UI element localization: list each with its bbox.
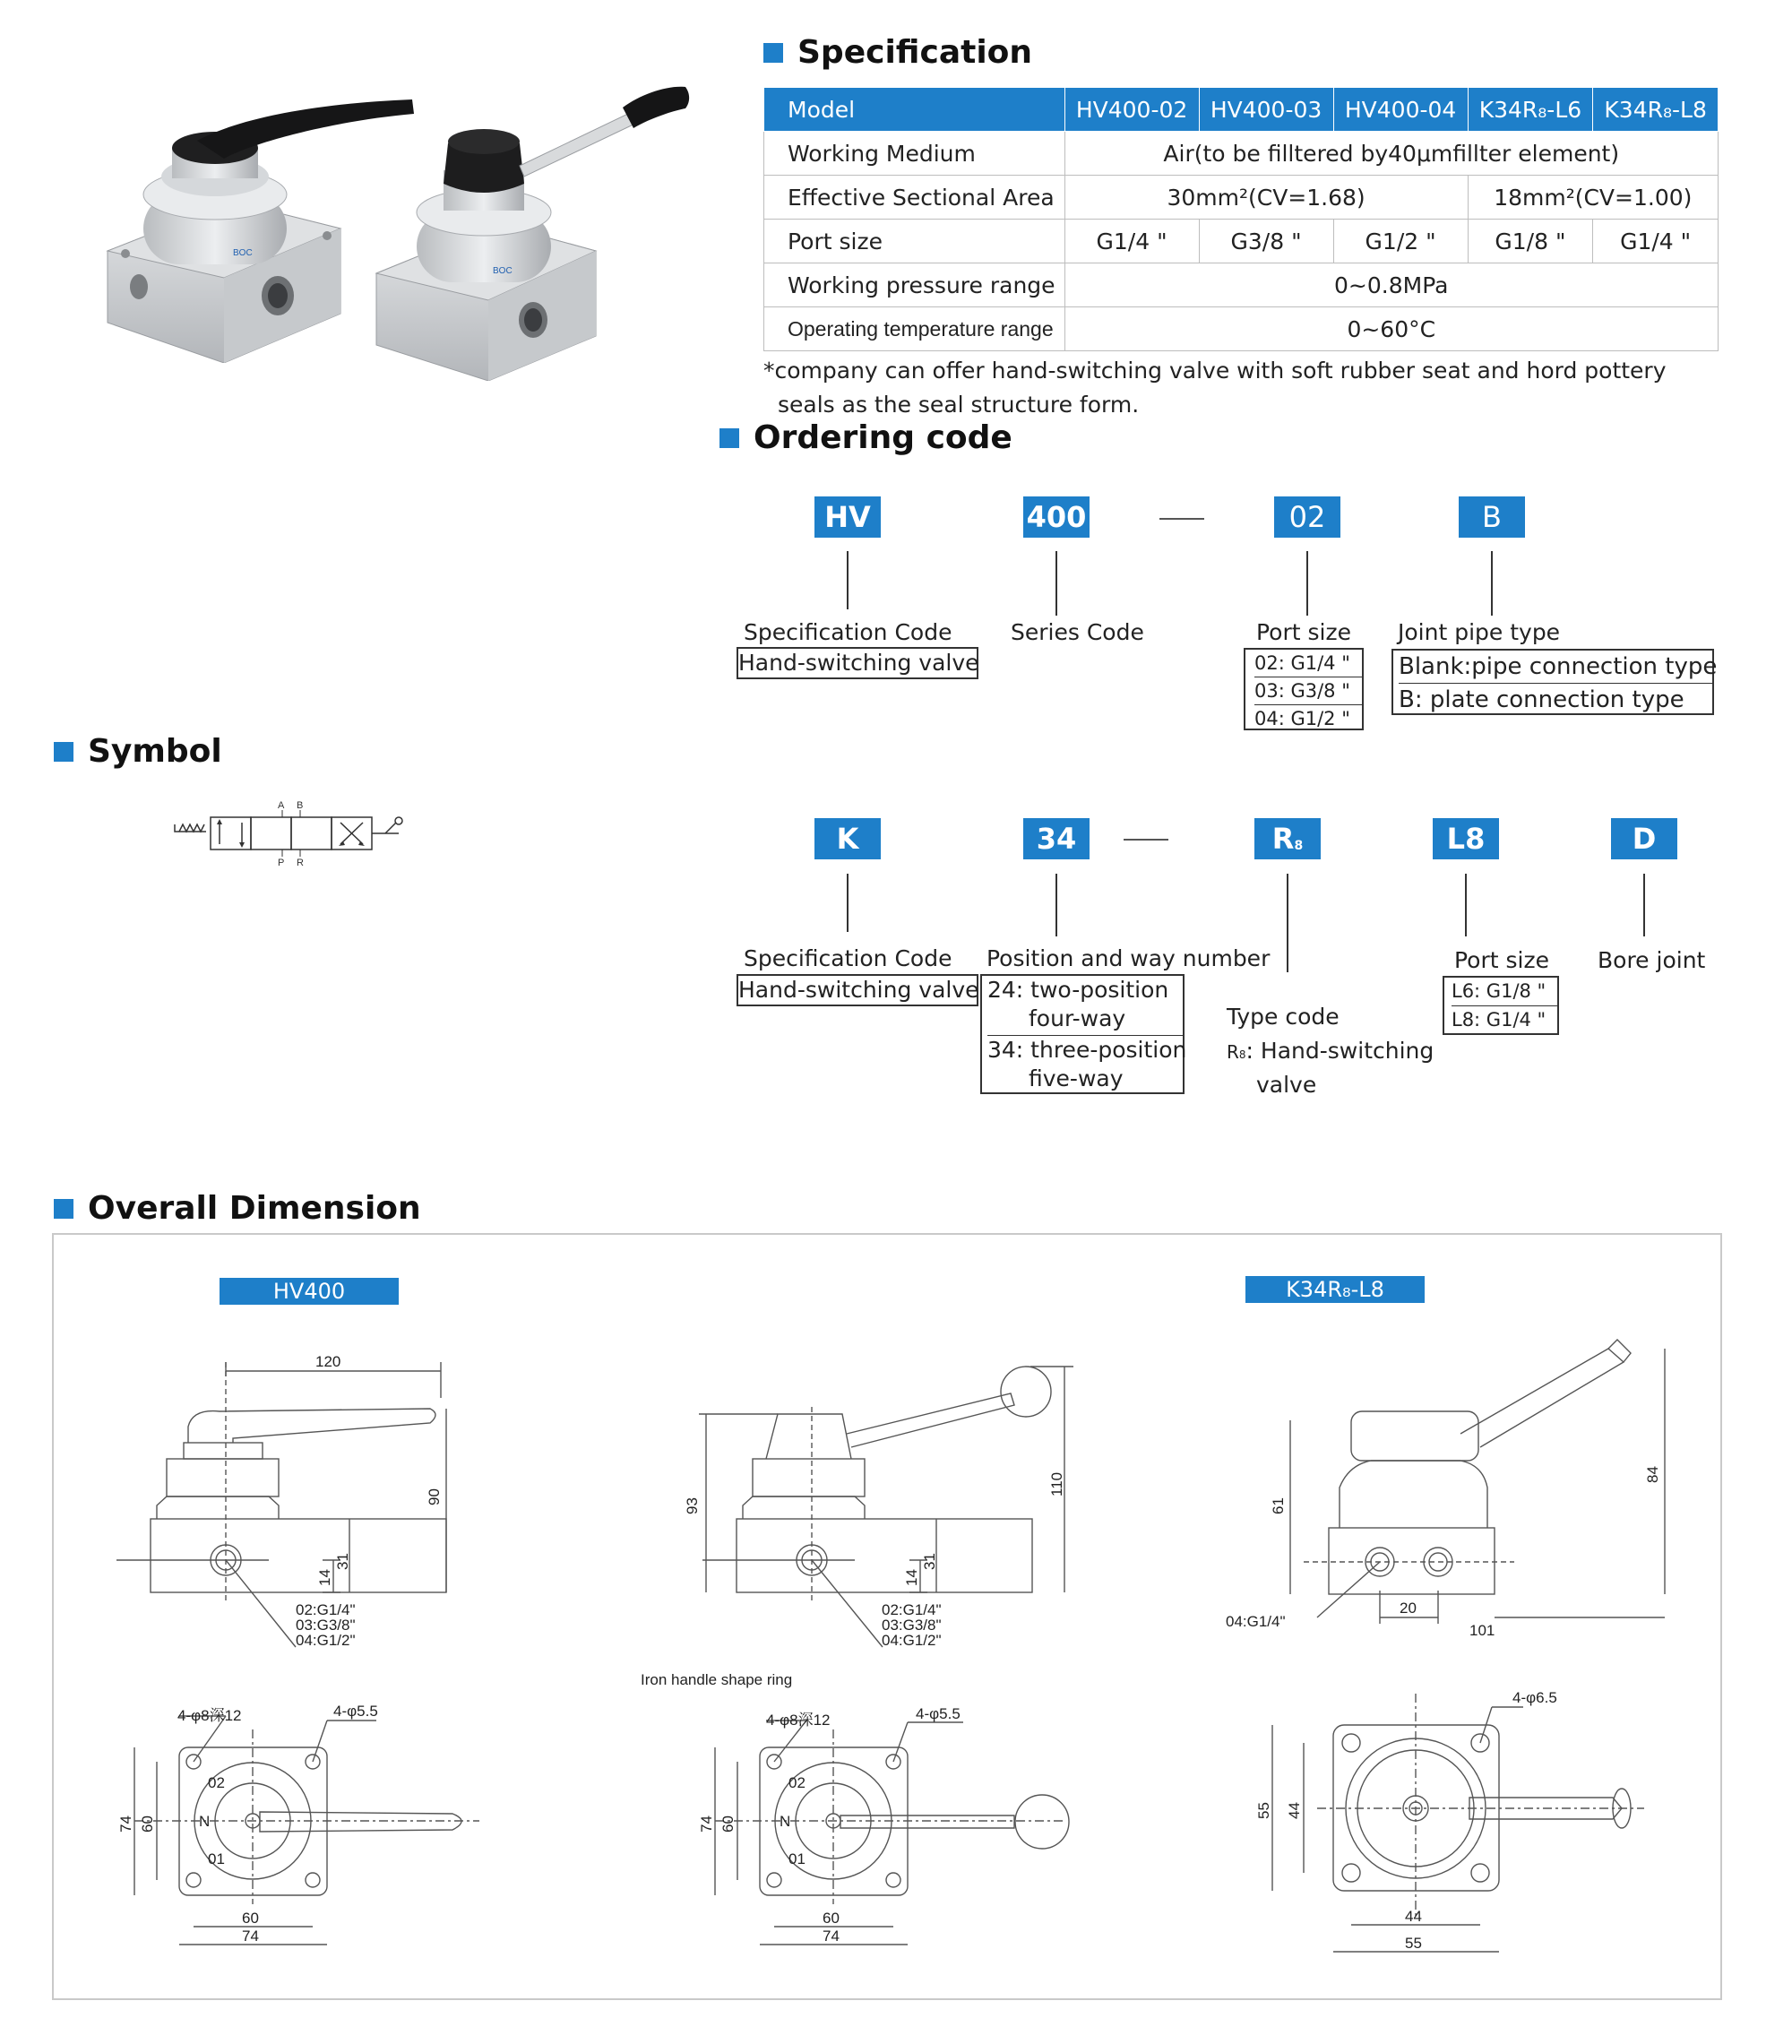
hole-label: 4-φ8深12 bbox=[177, 1707, 242, 1724]
dim-label: 55 bbox=[1405, 1935, 1422, 1952]
dimension-tag-hv400: HV400 bbox=[220, 1278, 399, 1305]
code-box-b: B bbox=[1459, 496, 1525, 538]
spec-value: 0~0.8MPa bbox=[1064, 263, 1718, 307]
hole-label: 4-φ5.5 bbox=[916, 1705, 961, 1722]
spec-value: G1/4 " bbox=[1593, 220, 1719, 263]
dim-label: 44 bbox=[1405, 1908, 1422, 1925]
hv400-top-view bbox=[134, 1716, 479, 1945]
dim-label: 84 bbox=[1644, 1466, 1661, 1483]
spec-note-line: seals as the seal structure form. bbox=[778, 392, 1140, 418]
spec-header-cell: HV400-03 bbox=[1199, 88, 1333, 132]
spec-value: G3/8 " bbox=[1199, 220, 1333, 263]
port-label-b: B bbox=[297, 800, 304, 811]
code-box-l8: L8 bbox=[1433, 818, 1499, 859]
dim-label: 31 bbox=[334, 1553, 351, 1570]
spec-label: Working Medium bbox=[764, 132, 1065, 176]
hole-label: 4-φ8深12 bbox=[766, 1712, 831, 1729]
spec-header-cell: K34R₈-L6 bbox=[1468, 88, 1593, 132]
hv400-ball-top-view bbox=[715, 1721, 1069, 1945]
position-mark: 01 bbox=[208, 1850, 225, 1867]
code-box-400: 400 bbox=[1023, 496, 1090, 538]
hv-port-option: 04: G1/2 " bbox=[1254, 708, 1350, 729]
k-spec-code-value: Hand-switching valve bbox=[738, 977, 979, 1003]
dim-label: 55 bbox=[1255, 1802, 1272, 1819]
ordering-code-title: Ordering code bbox=[719, 419, 1012, 456]
k34-side-view bbox=[1290, 1340, 1665, 1624]
position-mark: N bbox=[780, 1813, 791, 1830]
spec-value: 0~60°C bbox=[1064, 307, 1718, 351]
dim-port-label: 03:G3/8" bbox=[882, 1617, 942, 1634]
hole-label: 4-φ5.5 bbox=[333, 1703, 378, 1720]
k-position-option: 34: three-position five-way bbox=[987, 1037, 1187, 1091]
hv-series-code-label: Series Code bbox=[1011, 619, 1144, 645]
spec-value: G1/8 " bbox=[1468, 220, 1593, 263]
k34-top-view bbox=[1272, 1694, 1644, 1952]
dim-label: 90 bbox=[426, 1488, 443, 1505]
dim-label: 93 bbox=[684, 1497, 701, 1514]
k-bore-joint-label: Bore joint bbox=[1598, 947, 1706, 973]
dim-port-label: 04:G1/2" bbox=[296, 1632, 356, 1649]
port-label-r: R bbox=[297, 858, 304, 868]
code-box-k: K bbox=[814, 818, 881, 859]
code-box-34: 34 bbox=[1023, 818, 1090, 859]
dim-label: 20 bbox=[1400, 1600, 1417, 1617]
dim-label: 60 bbox=[823, 1910, 840, 1927]
k-spec-code-label: Specification Code bbox=[744, 945, 952, 971]
hole-label: 4-φ6.5 bbox=[1512, 1689, 1557, 1706]
spec-note-line: *company can offer hand-switching valve with soft rubber seat and hord pottery bbox=[763, 358, 1667, 384]
code-box-02: 02 bbox=[1274, 496, 1340, 538]
position-mark: 01 bbox=[788, 1850, 806, 1867]
hv-spec-code-value: Hand-switching valve bbox=[738, 650, 979, 676]
spec-header-cell: K34R₈-L8 bbox=[1593, 88, 1719, 132]
dim-port-label: 04:G1/4" bbox=[1226, 1613, 1286, 1630]
spec-header-cell: HV400-04 bbox=[1333, 88, 1468, 132]
dim-label: 61 bbox=[1270, 1497, 1287, 1514]
hv400-side-view bbox=[116, 1362, 446, 1647]
code-box-r8: R 8 bbox=[1254, 818, 1321, 859]
spec-value: G1/4 " bbox=[1064, 220, 1199, 263]
spec-header-cell: HV400-02 bbox=[1064, 88, 1199, 132]
dim-port-label: 03:G3/8" bbox=[296, 1617, 356, 1634]
symbol-title: Symbol bbox=[54, 733, 222, 770]
spec-label: Port size bbox=[764, 220, 1065, 263]
dim-port-label: 02:G1/4" bbox=[882, 1601, 942, 1618]
spec-label: Operating temperature range bbox=[764, 307, 1065, 351]
svg-text:BOC: BOC bbox=[233, 248, 253, 258]
code-box-hv: HV bbox=[814, 496, 881, 538]
spec-value: 30mm²(CV=1.68) bbox=[1064, 176, 1468, 220]
spec-value: 18mm²(CV=1.00) bbox=[1468, 176, 1718, 220]
port-label-p: P bbox=[278, 858, 285, 868]
spec-value: G1/2 " bbox=[1333, 220, 1468, 263]
port-label-a: A bbox=[278, 800, 285, 811]
k-position-label: Position and way number bbox=[986, 945, 1271, 971]
k-position-option: 24: two-position four-way bbox=[987, 976, 1183, 1036]
dim-label: 101 bbox=[1469, 1622, 1495, 1639]
k-port-option: L8: G1/4 " bbox=[1452, 1009, 1546, 1031]
svg-text:BOC: BOC bbox=[493, 266, 513, 276]
spec-value: Air(to be filltered by40μmfillter element) bbox=[1064, 132, 1718, 176]
spec-label: Effective Sectional Area bbox=[764, 176, 1065, 220]
iron-handle-label: Iron handle shape ring bbox=[641, 1671, 793, 1688]
k-type-code-value: R8: Hand-switching bbox=[1227, 1038, 1434, 1064]
dim-label: 44 bbox=[1286, 1802, 1303, 1819]
code-box-d: D bbox=[1611, 818, 1677, 859]
overall-dimension-title: Overall Dimension bbox=[54, 1190, 421, 1227]
specification-title: Specification bbox=[763, 34, 1032, 71]
position-mark: N bbox=[199, 1813, 211, 1830]
dimension-tag-k34: K34R₈-L8 bbox=[1245, 1276, 1425, 1303]
dim-label: 60 bbox=[719, 1815, 737, 1833]
dim-label: 31 bbox=[921, 1553, 938, 1570]
hv-joint-option: Blank:pipe connection type bbox=[1399, 651, 1712, 684]
hv-joint-option: B: plate connection type bbox=[1399, 686, 1684, 713]
dim-label: 60 bbox=[242, 1910, 259, 1927]
k-type-code-value2: valve bbox=[1256, 1072, 1317, 1098]
dim-label: 74 bbox=[117, 1815, 134, 1833]
k-port-size-label: Port size bbox=[1454, 947, 1549, 973]
dim-label: 14 bbox=[903, 1569, 920, 1586]
k-port-option: L6: G1/8 " bbox=[1452, 978, 1557, 1006]
dim-port-label: 02:G1/4" bbox=[296, 1601, 356, 1618]
dim-label: 74 bbox=[242, 1928, 259, 1945]
hv-port-option: 03: G3/8 " bbox=[1254, 677, 1362, 705]
position-mark: 02 bbox=[788, 1774, 806, 1791]
dim-label: 74 bbox=[698, 1815, 715, 1833]
dim-label: 110 bbox=[1048, 1471, 1065, 1496]
position-mark: 02 bbox=[208, 1774, 225, 1791]
hv-joint-label: Joint pipe type bbox=[1398, 619, 1561, 645]
dim-label: 14 bbox=[316, 1569, 333, 1586]
spec-header-model: Model bbox=[764, 88, 1065, 132]
dim-label: 74 bbox=[823, 1928, 840, 1945]
hv-port-option: 02: G1/4 " bbox=[1254, 650, 1362, 677]
hv-spec-code-label: Specification Code bbox=[744, 619, 952, 645]
dim-label: 120 bbox=[315, 1353, 341, 1370]
spec-label: Working pressure range bbox=[764, 263, 1065, 307]
k-type-code-label: Type code bbox=[1227, 1004, 1340, 1030]
dim-port-label: 04:G1/2" bbox=[882, 1632, 942, 1649]
hv-port-size-label: Port size bbox=[1256, 619, 1351, 645]
dim-label: 60 bbox=[139, 1815, 156, 1833]
